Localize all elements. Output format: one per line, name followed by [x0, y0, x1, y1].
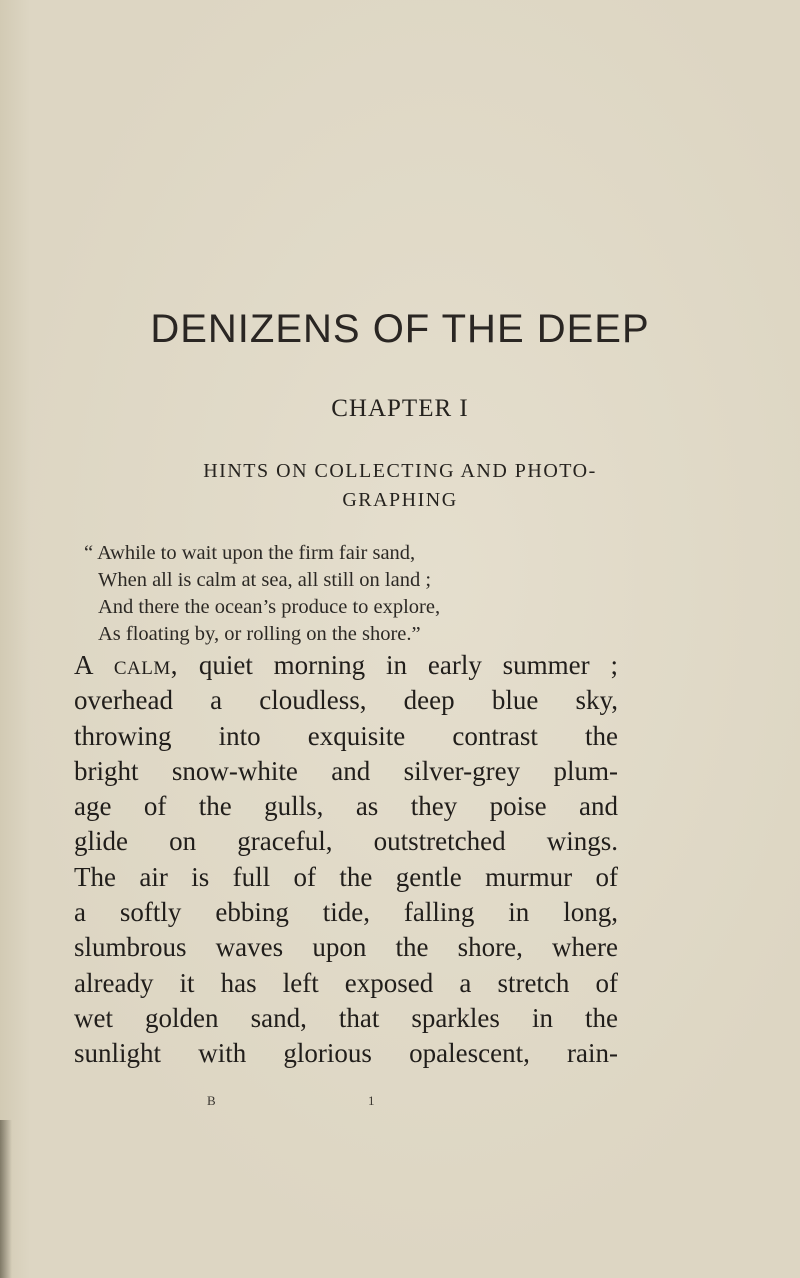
body-line: glide on graceful, outstretched wings.	[74, 826, 618, 857]
opening-words: A calm,	[74, 650, 178, 680]
body-line-text: quiet morning in early summer ;	[178, 650, 618, 680]
page-number: 1	[368, 1093, 375, 1108]
epigraph-line: When all is calm at sea, all still on land ;	[98, 569, 432, 591]
body-line: overhead a cloudless, deep blue sky,	[74, 685, 618, 716]
chapter-number: CHAPTER I	[331, 395, 469, 422]
body-line: slumbrous waves upon the shore, where	[74, 932, 618, 963]
epigraph-line: And there the ocean’s produce to explore,	[98, 596, 441, 618]
body-line: age of the gulls, as they poise and	[74, 791, 618, 822]
body-line: sunlight with glorious opalescent, rain-	[74, 1038, 618, 1069]
body-line: The air is full of the gentle murmur of	[74, 861, 618, 892]
body-line: a softly ebbing tide, falling in long,	[74, 897, 618, 928]
body-line: bright snow-white and silver-grey plum-	[74, 755, 618, 786]
body-line: throwing into exquisite contrast the	[74, 720, 618, 751]
chapter-title	[0, 457, 800, 515]
epigraph-line: “ Awhile to wait upon the firm fair sand,	[84, 542, 416, 564]
epigraph-line: As floating by, or rolling on the shore.”	[98, 623, 421, 645]
binding-shadow	[0, 1120, 12, 1278]
epigraph-verse	[84, 540, 644, 648]
body-line: wet golden sand, that sparkles in the	[74, 1002, 618, 1033]
signature-mark: B	[207, 1093, 217, 1108]
body-line	[74, 648, 618, 683]
chapter-title-line-1: HINTS ON COLLECTING AND PHOTO-	[203, 460, 597, 482]
body-line: already it has left exposed a stretch of	[74, 967, 618, 998]
body-paragraph	[74, 648, 618, 1072]
book-title: DENIZENS OF THE DEEP	[150, 307, 650, 351]
chapter-title-line-2: GRAPHING	[342, 489, 458, 511]
